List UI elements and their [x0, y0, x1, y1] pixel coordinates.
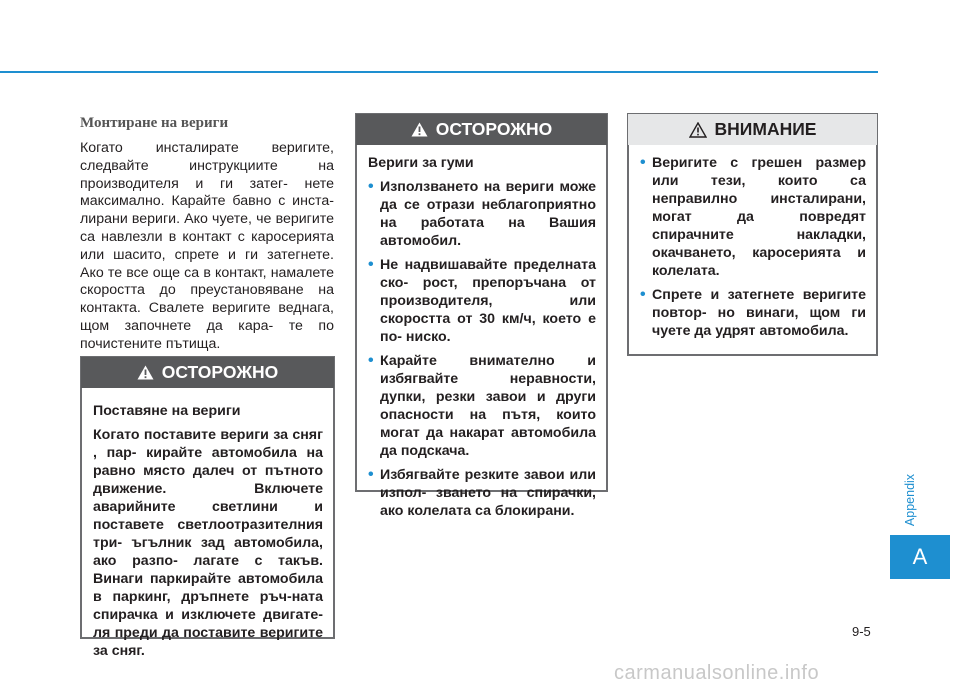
top-rule	[0, 71, 878, 73]
appendix-label	[900, 470, 920, 530]
warning-subtitle: Вериги за гуми	[368, 155, 474, 171]
section-title: Монтиране на вериги	[80, 115, 229, 131]
caution-header-label: ВНИМАНИЕ	[714, 119, 817, 139]
caution-box-right	[627, 113, 878, 356]
list-item: • Карайте внимателно и избягвайте неравности, дупки, резки завои и други опасности на пътя, които могат да накарат автомобила да подскача.	[368, 352, 596, 460]
section-paragraph: Когато инсталирате веригите, следвайте инструкциите на производителя и ги затег- нете максимално. Карайте бавно с инста- лирани вериги. Ако чуете, че веригите са навлезли в контакт с каросерията или шасито, спрете и ги затегнете. Ако те все още са в контакт, намалете скоростта до преустановяване на контакта. Свалете веригите веднага, щом започнете да кара- те по почистените пътища.	[80, 140, 334, 352]
list-item: • Избягвайте резките завои или изпол- зването на спирачки, ако колелата са блокирани.	[368, 466, 596, 520]
chapter-tab[interactable]: A	[890, 535, 950, 579]
list-item: • Използването на вериги може да се отрази неблагоприятно на работата на Вашия автомобил.	[368, 178, 596, 250]
warning-box-mid	[355, 113, 608, 519]
chains-section	[80, 115, 334, 354]
appendix-label-text: Appendix	[903, 473, 917, 527]
warning-triangle-icon	[411, 122, 428, 137]
caution-header	[628, 114, 877, 145]
warning-triangle-icon	[137, 365, 154, 380]
list-item: • Спрете и затегнете веригите повтор- но винаги, щом ги чуете да удрят автомобила.	[640, 286, 866, 340]
warning-header-label: ОСТОРОЖНО	[435, 119, 553, 139]
list-item: • Веригите с грешен размер или тези, които са неправилно инсталирани, могат да повредят спирачните накладки, окачването, каросерията и колелата.	[640, 154, 866, 280]
warning-header	[81, 357, 334, 388]
page-number: 9-5	[852, 624, 871, 639]
list-item: • Не надвишавайте пределната ско- рост, препоръчана от производителя, или скоростта от 30 км/ч, което е по- ниско.	[368, 256, 596, 346]
warning-text: Когато поставите вериги за сняг , пар- кирайте автомобила на равно място далеч от пътното движение. Включете аварийните светлини и поставете светлоотразителния три- ъгълник зад автомобила, ако разпо- лагате с такъв. Винаги паркирайте автомобила в паркинг, дръпнете ръч-ната спирачка и изключете двигате- ля преди да поставите веригите за сняг.	[93, 427, 323, 659]
warning-header-label: ОСТОРОЖНО	[161, 362, 279, 382]
warning-header	[356, 114, 607, 145]
warning-subtitle: Поставяне на вериги	[93, 403, 241, 419]
caution-triangle-icon	[689, 122, 707, 138]
warning-box-left	[80, 356, 335, 659]
watermark: carmanualsonline.info	[614, 662, 820, 684]
